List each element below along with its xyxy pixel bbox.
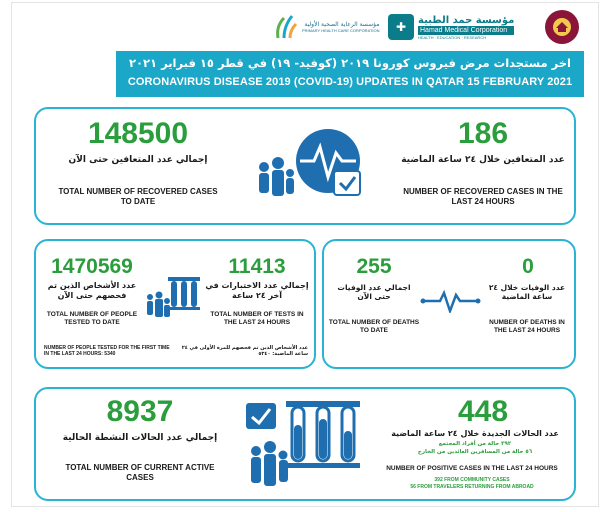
- people-tested-total-label-en: TOTAL NUMBER OF PEOPLE TESTED TO DATE: [46, 311, 138, 327]
- new-cases-community-ar: ٣٩٢ حالة من أفراد المجتمع: [438, 441, 512, 447]
- new-cases-label-en: NUMBER OF POSITIVE CASES IN THE LAST 24 HOURS: [386, 465, 558, 472]
- deaths-24h-label-en: NUMBER OF DEATHS IN THE LAST 24 HOURS: [489, 319, 565, 335]
- tests-24h-label-ar: إجمالي عدد الاختبارات في آخر ٢٤ ساعة: [205, 281, 309, 300]
- deaths-total-value: 255: [356, 255, 392, 278]
- hmc-logo-arabic: مؤسسة حمد الطبية: [418, 14, 515, 26]
- heartbeat-line-icon: [420, 289, 482, 313]
- hmc-mark-icon: ✚: [388, 14, 414, 40]
- recovered-total-label-en: TOTAL NUMBER OF RECOVERED CASES TO DATE: [58, 187, 218, 207]
- new-cases-label-ar: عدد الحالات الجديدة خلال ٢٤ ساعة الماضية: [391, 429, 559, 438]
- qatar-emblem-logo: [540, 9, 584, 45]
- deaths-24h-value: 0: [522, 255, 534, 278]
- deaths-total-label-ar: اجمالي عدد الوفيات حتى الآن: [337, 283, 411, 302]
- recovered-total-label-ar: إجمالي عدد المتعافين حتى الآن: [68, 155, 208, 165]
- recovered-total-value: 148500: [87, 117, 189, 150]
- recovery-monitor-icon: [250, 119, 376, 215]
- hmc-logo-tagline: HEALTH · EDUCATION · RESEARCH: [418, 34, 487, 40]
- qatar-emblem-icon: [545, 10, 579, 44]
- active-cases-card: [34, 387, 576, 501]
- active-cases-value: 8937: [106, 395, 174, 428]
- first-time-tested-note-ar: عدد الأشخاص الذين تم فحصهم للمرة الأولى في ٢٤ ساعة الماضية: ٥٣٤٠: [181, 345, 308, 357]
- recovered-24h-label-ar: عدد المتعافين خلال ٢٤ ساعة الماضية: [401, 155, 565, 165]
- recovered-24h-value: 186: [457, 117, 509, 150]
- active-cases-label-en: TOTAL NUMBER OF CURRENT ACTIVE CASES: [65, 463, 215, 483]
- first-time-tested-note-en: NUMBER OF PEOPLE TESTED FOR THE FIRST TIME IN THE LAST 24 HOURS: 5340: [44, 345, 170, 357]
- new-cases-travelers-en: 56 FROM TRAVELERS RETURNING FROM ABROAD: [410, 484, 534, 490]
- people-tested-total-value: 1470569: [51, 255, 133, 278]
- test-tubes-people-icon: [144, 275, 202, 321]
- deaths-total-label-en: TOTAL NUMBER OF DEATHS TO DATE: [328, 319, 420, 335]
- title-arabic: اخر مستجدات مرض فيروس كورونا ٢٠١٩ (كوفيد- ١٩) في قطر ١٥ فبراير ٢٠٢١: [129, 56, 571, 70]
- title-banner: [116, 51, 584, 97]
- phcc-logo-english: PRIMARY HEALTH CARE CORPORATION: [302, 28, 380, 33]
- people-tested-total-label-ar: عدد الأشخاص الذين تم فحصهم حتى الآن: [47, 281, 137, 300]
- recovered-24h-label-en: NUMBER OF RECOVERED CASES IN THE LAST 24 HOURS: [403, 187, 563, 207]
- active-cases-label-ar: إجمالي عدد الحالات النشطة الحالية: [62, 433, 218, 443]
- header: [12, 3, 598, 51]
- phcc-logo-arabic: مؤسسة الرعاية الصحية الأولية: [304, 21, 380, 28]
- phcc-logo: [270, 9, 382, 45]
- tests-24h-value: 11413: [228, 255, 286, 278]
- phcc-mark-icon: [270, 12, 298, 42]
- tests-card: [34, 239, 316, 369]
- hmc-logo: [388, 9, 524, 45]
- hmc-logo-english: Hamad Medical Corporation: [418, 26, 514, 35]
- deaths-card: [322, 239, 576, 369]
- deaths-24h-label-ar: عدد الوفيات خلال ٢٤ ساعة الماضية: [488, 283, 566, 302]
- tests-24h-label-en: TOTAL NUMBER OF TESTS IN THE LAST 24 HOURS: [210, 311, 304, 327]
- active-cases-tubes-icon: [242, 395, 368, 493]
- new-cases-travelers-ar: ٥٦ حالة من المسافرين العائدين من الخارج: [417, 449, 533, 455]
- new-cases-value: 448: [457, 395, 509, 428]
- infographic-sheet: [11, 2, 599, 507]
- recovered-card: [34, 107, 576, 225]
- title-english: CORONAVIRUS DISEASE 2019 (COVID-19) UPDATES IN QATAR 15 FEBRUARY 2021: [127, 76, 573, 88]
- new-cases-community-en: 392 FROM COMMUNITY CASES: [434, 477, 510, 483]
